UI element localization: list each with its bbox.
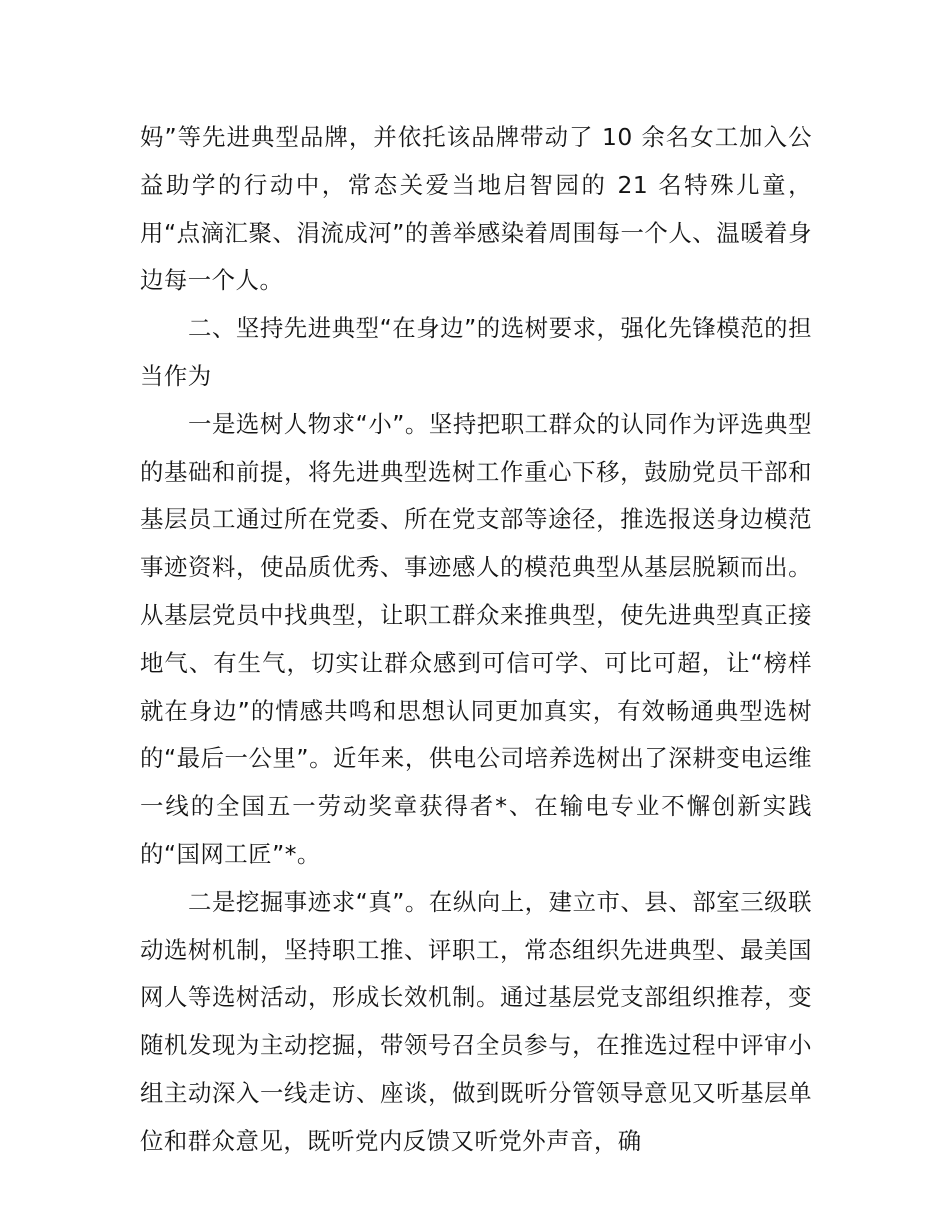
section-heading: 二、坚持先进典型“在身边”的选树要求，强化先锋模范的担当作为 bbox=[140, 314, 812, 390]
body-paragraph-point-1: 一是选树人物求“小”。坚持把职工群众的认同作为评选典型的基础和前提，将先进典型选树工作重心下移，鼓励党员干部和基层员工通过所在党委、所在党支部等途径，推选报送身边模范事迹资料，使品质优秀、事迹感人的模范典型从基层脱颖而出。从基层党员中找典型，让职工群众来推典型，使先进典型真正接地气、有生气，切实让群众感到可信可学、可比可超，让“榜样就在身边”的情感共鸣和思想认同更加真实，有效畅通典型选树的“最后一公里”。近年来，供电公司培养选树出了深耕变电运维一线的全国五一劳动奖章获得者*、在输电专业不懈创新实践的“国网工匠”*。 bbox=[140, 409, 812, 868]
continuation-paragraph: 妈”等先进典型品牌，并依托该品牌带动了 10 余名女工加入公益助学的行动中，常态关爱当地启智园的 21 名特殊儿童，用“点滴汇聚、涓流成河”的善举感染着周围每一个人、温暖着身边每一个人。 bbox=[140, 123, 812, 295]
body-paragraph-point-2: 二是挖掘事迹求“真”。在纵向上，建立市、县、部室三级联动选树机制，坚持职工推、评职工，常态组织先进典型、最美国网人等选树活动，形成长效机制。通过基层党支部组织推荐，变随机发现为主动挖掘，带领号召全员参与，在推选过程中评审小组主动深入一线走访、座谈，做到既听分管领导意见又听基层单位和群众意见，既听党内反馈又听党外声音，确 bbox=[140, 887, 812, 1155]
document-page bbox=[140, 114, 812, 1166]
